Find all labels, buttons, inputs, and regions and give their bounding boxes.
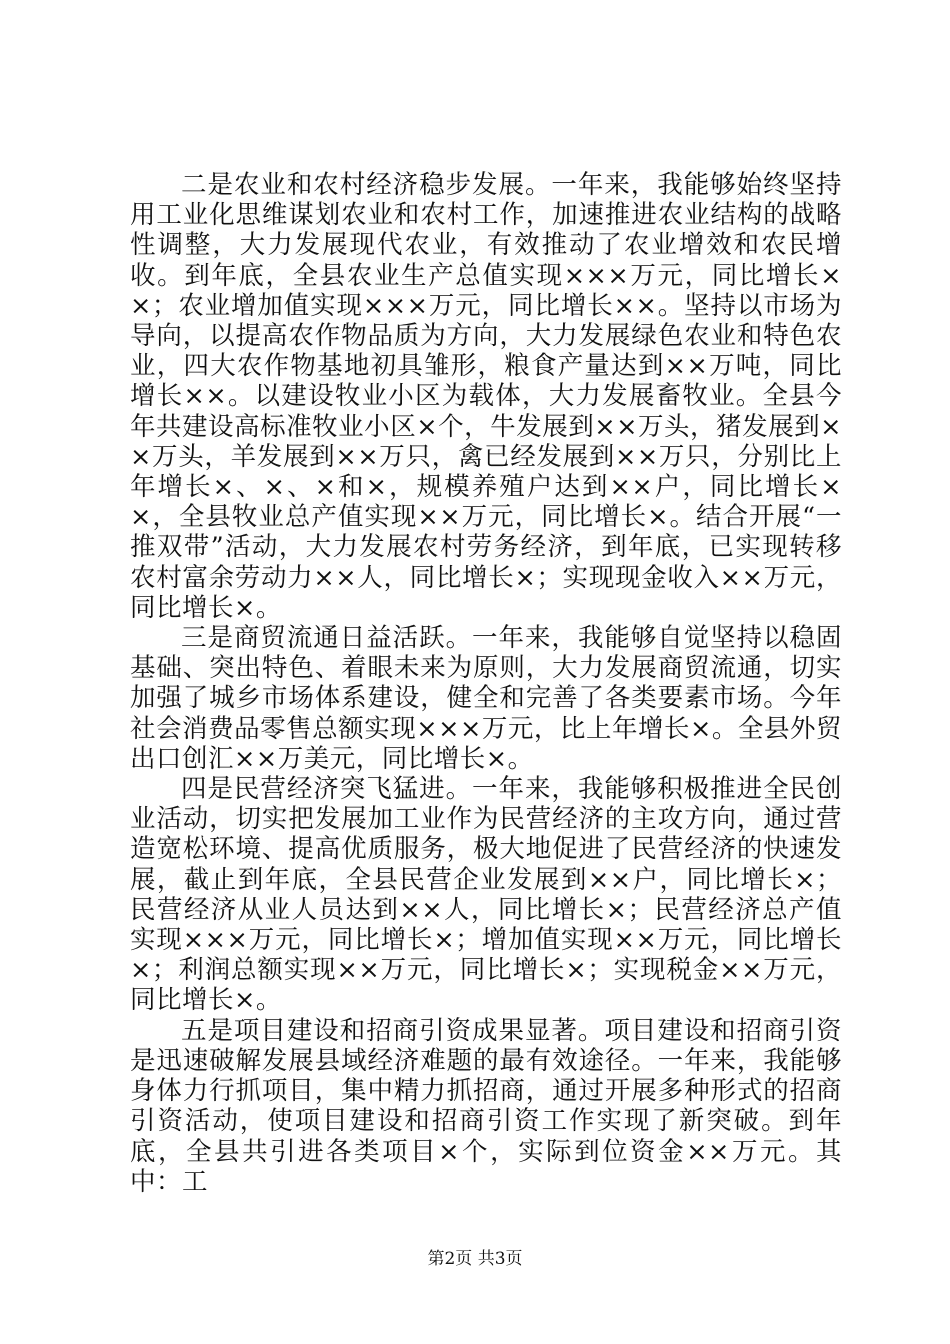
paragraph-commerce: 三是商贸流通日益活跃。一年来，我能够自觉坚持以稳固基础、突出特色、着眼未来为原则，大力发展商贸流通，切实加强了城乡市场体系建设，健全和完善了各类要素市场。今年社会消费品零售总额实现×××万元，比上年增长×。全县外贸出口创汇××万美元，同比增长×。 [130, 623, 842, 774]
page-number-footer: 第2页 共3页 [427, 1249, 523, 1269]
paragraph-private-economy: 四是民营经济突飞猛进。一年来，我能够积极推进全民创业活动，切实把发展加工业作为民营经济的主攻方向，通过营造宽松环境、提高优质服务，极大地促进了民营经济的快速发展，截止到年底，全县民营企业发展到××户，同比增长×；民营经济从业人员达到××人，同比增长×；民营经济总产值实现×××万元，同比增长×；增加值实现××万元，同比增长×；利润总额实现××万元，同比增长×；实现税金××万元，同比增长×。 [130, 774, 842, 1016]
paragraph-agriculture: 二是农业和农村经济稳步发展。一年来，我能够始终坚持用工业化思维谋划农业和农村工作，加速推进农业结构的战略性调整，大力发展现代农业，有效推动了农业增效和农民增收。到年底，全县农业生产总值实现×××万元，同比增长××；农业增加值实现×××万元，同比增长××。坚持以市场为导向，以提高农作物品质为方向，大力发展绿色农业和特色农业，四大农作物基地初具雏形，粮食产量达到××万吨，同比增长××。以建设牧业小区为载体，大力发展畜牧业。全县今年共建设高标准牧业小区×个，牛发展到××万头，猪发展到××万头，羊发展到××万只，禽已经发展到××万只，分别比上年增长×、×、×和×，规模养殖户达到××户，同比增长××，全县牧业总产值实现××万元，同比增长×。结合开展“一推双带”活动，大力发展农村劳务经济，到年底，已实现转移农村富余劳动力××人，同比增长×；实现现金收入××万元，同比增长×。 [130, 170, 842, 623]
document-body [130, 170, 842, 1197]
paragraph-investment: 五是项目建设和招商引资成果显著。项目建设和招商引资是迅速破解发展县域经济难题的最有效途径。一年来，我能够身体力行抓项目，集中精力抓招商，通过开展多种形式的招商引资活动，使项目建设和招商引资工作实现了新突破。到年底，全县共引进各类项目×个，实际到位资金××万元。其中：工 [130, 1015, 842, 1197]
